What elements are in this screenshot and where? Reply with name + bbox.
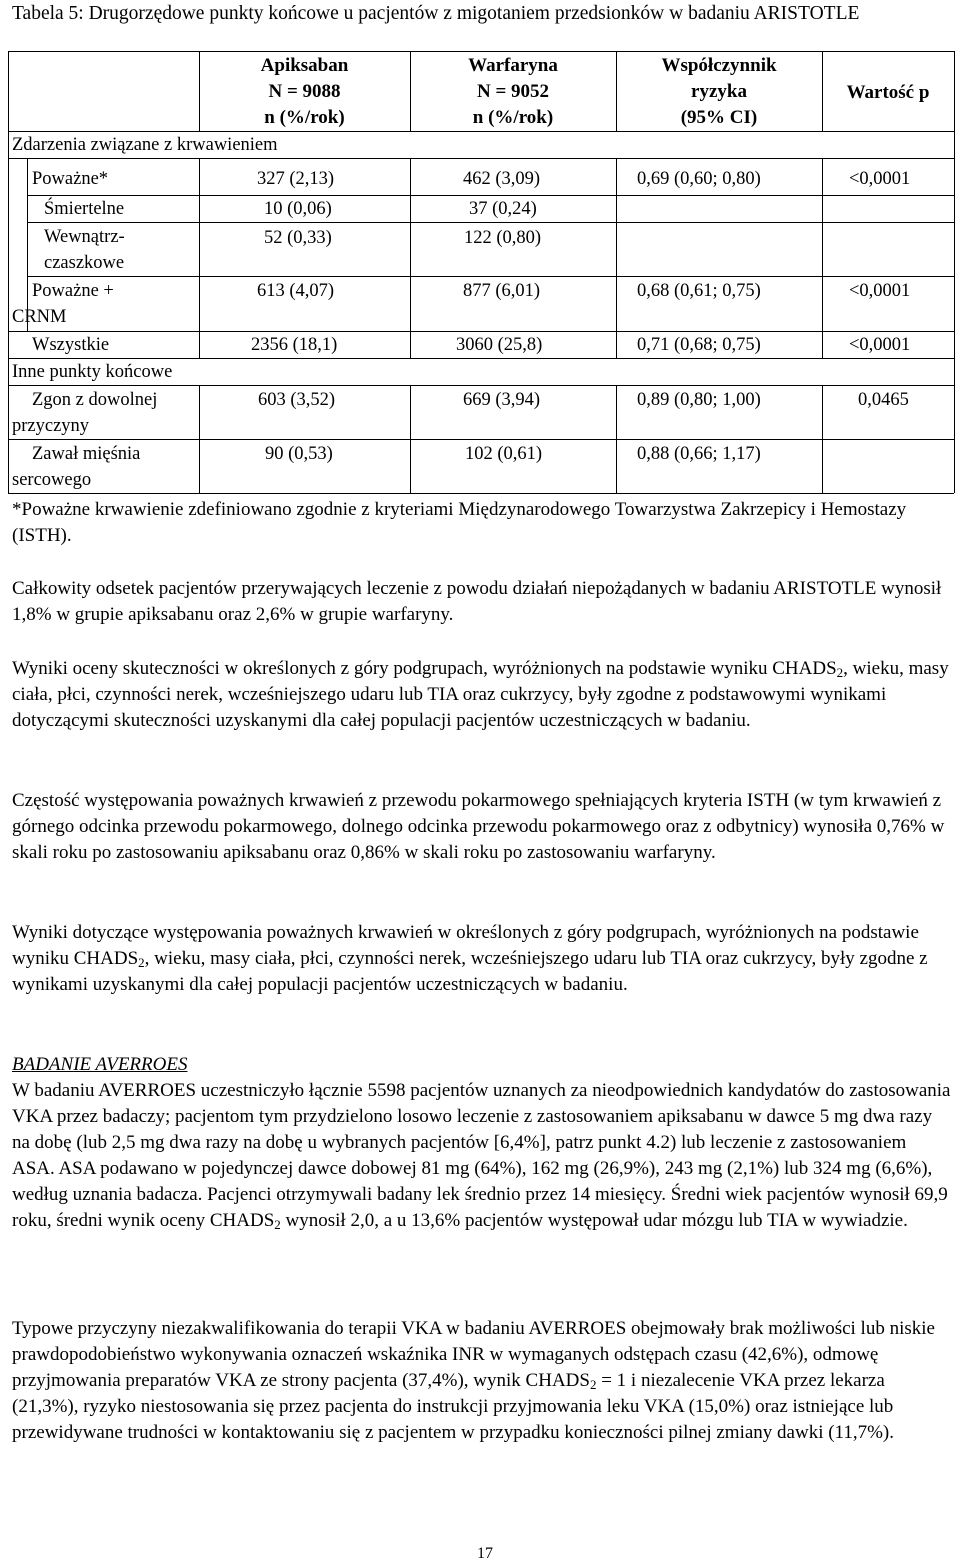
cell-apiksaban: 2356 (18,1) bbox=[251, 335, 338, 355]
header-line: Współczynnik bbox=[661, 55, 777, 76]
cell-warfaryna: 462 (3,09) bbox=[463, 169, 541, 189]
row-label: Poważne* bbox=[32, 169, 109, 189]
cell-hr: 0,68 (0,61; 0,75) bbox=[637, 281, 761, 301]
paragraph-averroes bbox=[12, 1078, 952, 1234]
subscript: 2 bbox=[836, 665, 844, 680]
cell-hr: 0,71 (0,68; 0,75) bbox=[637, 335, 761, 355]
paragraph-text: Typowe przyczyny niezakwalifikowania do terapii VKA w badaniu AVERROES obejmowały brak możliwości lub niskie prawdopodobieństwo wykonywania oznaczeń wskaźnika INR w wymaganych odstępach czasu (42,6%), odmowę przyjmowania preparatów VKA ze strony pacjenta (37,4%), wynik CHADS bbox=[12, 1318, 935, 1391]
cell-warfaryna: 877 (6,01) bbox=[463, 281, 541, 301]
cell-hr: 0,89 (0,80; 1,00) bbox=[637, 390, 761, 410]
cell-p: <0,0001 bbox=[849, 335, 911, 355]
header-line: Apiksaban bbox=[260, 55, 349, 76]
row-label: Wszystkie bbox=[32, 335, 110, 355]
header-p-value: Wartość p bbox=[846, 82, 930, 103]
paragraph-text: wynosił 2,0, a u 13,6% pacjentów występował udar mózgu lub TIA w wywiadzie. bbox=[280, 1210, 908, 1231]
header-line: (95% CI) bbox=[680, 107, 758, 128]
paragraph-text: , wieku, masy ciała, płci, czynności nerek, wcześniejszego udaru lub TIA oraz cukrzycy, były zgodne z wynikami uzyskanymi dla całej populacji pacjentów uczestniczących w badaniu. bbox=[12, 948, 928, 995]
cell-warfaryna: 669 (3,94) bbox=[463, 390, 541, 410]
subscript: 2 bbox=[589, 1377, 597, 1392]
cell-warfaryna: 122 (0,80) bbox=[464, 228, 542, 248]
paragraph-gi-bleeding: Częstość występowania poważnych krwawień z przewodu pokarmowego spełniających kryteria ISTH (w tym krwawień z górnego odcinka przewodu pokarmowego, dolnego odcinka przewodu pokarmowego oraz z odbytnicy) wynosiła 0,76% w skali roku po zastosowaniu apiksabanu oraz 0,86% w skali roku po zastosowaniu warfaryny. bbox=[12, 790, 945, 863]
section-heading-averroes: BADANIE AVERROES bbox=[12, 1054, 188, 1075]
paragraph-text: = 1 i niezalecenie VKA przez lekarza (21,3%), ryzyko niestosowania się przez pacjenta do instrukcji przyjmowania leku VKA (15,0%) oraz istniejące lub przewidywane trudności w kontaktowaniu się z pacjentem w przypadku konieczności pilnej zmiany dawki (11,7%). bbox=[12, 1370, 894, 1443]
paragraph-vka-reasons bbox=[12, 1316, 952, 1446]
section-other: Inne punkty końcowe bbox=[12, 362, 173, 382]
cell-apiksaban: 613 (4,07) bbox=[257, 281, 335, 301]
cell-apiksaban: 90 (0,53) bbox=[265, 444, 333, 464]
row-label-continued: CRNM bbox=[12, 307, 67, 327]
cell-p: 0,0465 bbox=[858, 390, 909, 410]
table-caption: Tabela 5: Drugorzędowe punkty końcowe u pacjentów z migotaniem przedsionków w badaniu ARISTOTLE bbox=[12, 3, 860, 24]
header-line: ryzyka bbox=[691, 81, 747, 102]
cell-warfaryna: 3060 (25,8) bbox=[456, 335, 543, 355]
row-label-continued: przyczyny bbox=[12, 416, 90, 436]
cell-warfaryna: 37 (0,24) bbox=[469, 199, 537, 219]
row-label: Wewnątrz- czaszkowe bbox=[44, 227, 125, 273]
header-line: N = 9088 bbox=[268, 81, 341, 102]
cell-hr: 0,88 (0,66; 1,17) bbox=[637, 444, 761, 464]
paragraph-text: Wyniki oceny skuteczności w określonych z góry podgrupach, wyróżnionych na podstawie wyniku CHADS bbox=[12, 658, 837, 679]
section-bleeding: Zdarzenia związane z krwawieniem bbox=[12, 135, 278, 155]
table-footnote: *Poważne krwawienie zdefiniowano zgodnie z kryteriami Międzynarodowego Towarzystwa Zakrzepicy i Hemostazy (ISTH). bbox=[12, 499, 907, 546]
paragraph-text: Wyniki dotyczące występowania poważnych krwawień w określonych z góry podgrupach, wyróżnionych na podstawie wyniku CHADS bbox=[12, 922, 919, 969]
header-apiksaban bbox=[199, 53, 410, 131]
row-label: Poważne + bbox=[32, 281, 114, 301]
row-label-continued: sercowego bbox=[12, 470, 92, 490]
header-line: n (%/rok) bbox=[472, 107, 554, 128]
header-line: n (%/rok) bbox=[264, 107, 345, 128]
cell-apiksaban: 603 (3,52) bbox=[258, 390, 336, 410]
header-warfaryna bbox=[410, 53, 616, 131]
paragraph-discontinuation: Całkowity odsetek pacjentów przerywających leczenie z powodu działań niepożądanych w badaniu ARISTOTLE wynosił 1,8% w grupie apiksabanu oraz 2,6% w grupie warfaryny. bbox=[12, 578, 942, 625]
row-label: Zawał mięśnia bbox=[32, 444, 141, 464]
cell-warfaryna: 102 (0,61) bbox=[465, 444, 543, 464]
subscript: 2 bbox=[274, 1217, 281, 1232]
cell-p: <0,0001 bbox=[849, 281, 911, 301]
paragraph-subgroups-bleeding bbox=[12, 920, 952, 998]
paragraph-subgroups-efficacy bbox=[12, 656, 952, 734]
cell-p: <0,0001 bbox=[849, 169, 911, 189]
cell-hr: 0,69 (0,60; 0,80) bbox=[637, 169, 761, 189]
paragraph-text: W badaniu AVERROES uczestniczyło łącznie 5598 pacjentów uznanych za nieodpowiednich kandydatów do zastosowania VKA przez badaczy; pacjentom tym przydzielono losowo leczenie z zastosowaniem apiksabanu w dawce 5 mg dwa razy na dobę (lub 2,5 mg dwa razy na dobę u wybranych pacjentów [6,4%], patrz punkt 4.2) lub leczenie z zastosowaniem ASA. ASA podawano w pojedynczej dawce dobowej 81 mg (64%), 162 mg (26,9%), 243 mg (2,1%) lub 324 mg (6,6%), według uznania badacza. Pacjenci otrzymywali badany lek średnio przez 14 miesięcy. Średni wiek pacjentów wynosił 69,9 roku, średni wynik oceny CHADS bbox=[12, 1080, 951, 1231]
row-label: Zgon z dowolnej bbox=[32, 390, 158, 410]
subscript: 2 bbox=[138, 955, 145, 970]
page-number: 17 bbox=[477, 1545, 493, 1562]
cell-apiksaban: 327 (2,13) bbox=[257, 169, 335, 189]
header-line: N = 9052 bbox=[476, 81, 550, 102]
row-label: Śmiertelne bbox=[44, 199, 125, 219]
paragraph-text: , wieku, masy ciała, płci, czynności nerek, wcześniejszego udaru lub TIA oraz cukrzycy, były zgodne z podstawowymi wynikami dotyczącymi skuteczności uzyskanymi dla całej populacji pacjentów uczestniczących w badaniu. bbox=[12, 658, 949, 731]
cell-apiksaban: 10 (0,06) bbox=[264, 199, 332, 219]
cell-apiksaban: 52 (0,33) bbox=[264, 228, 332, 248]
header-wspolczynnik bbox=[616, 53, 822, 131]
header-line: Warfaryna bbox=[468, 55, 558, 76]
